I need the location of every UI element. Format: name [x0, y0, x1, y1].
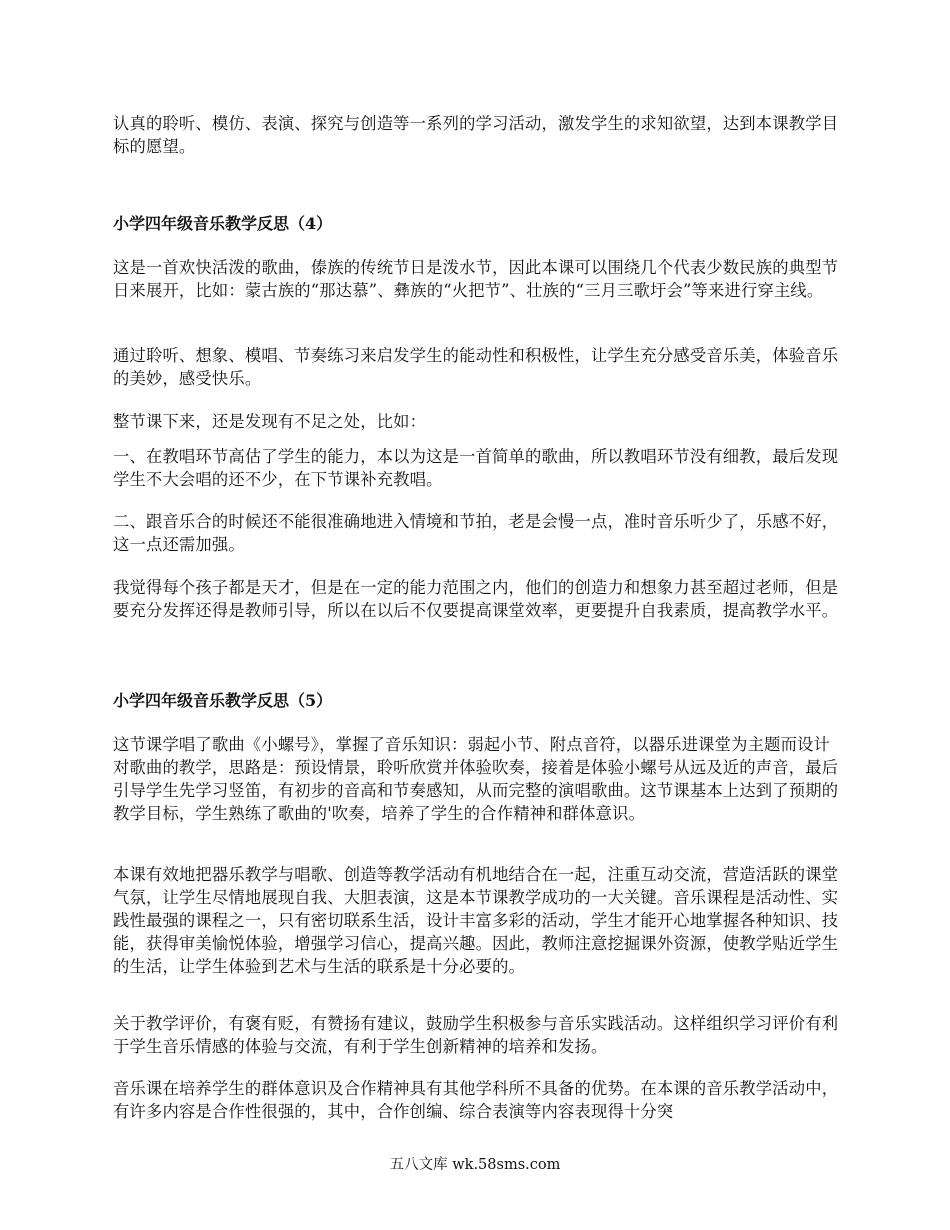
section-4-paragraph: 一、在教唱环节高估了学生的能力，本以为这是一首简单的歌曲，所以教唱环节没有细教，最后发现学生不大会唱的还不少，在下节课补充教唱。	[113, 447, 839, 489]
section-5-paragraph: 这节课学唱了歌曲《小螺号》，掌握了音乐知识：弱起小节、附点音符，以器乐进课堂为主题而设计对歌曲的教学，思路是：预设情景，聆听欣赏并体验吹奏，接着是体验小螺号从远及近的声音，最后引导学生先学习竖笛，有初步的音高和节奏感知，从而完整的演唱歌曲。这节课基本上达到了预期的教学目标，学生熟练了歌曲的'吹奏，培养了学生的合作精神和群体意识。	[113, 735, 839, 823]
section-5-paragraph: 音乐课在培养学生的群体意识及合作精神具有其他学科所不具备的优势。在本课的音乐教学活动中，有许多内容是合作性很强的，其中，合作创编、综合表演等内容表现得十分突	[113, 1079, 839, 1121]
section-4-paragraph: 二、跟音乐合的时候还不能很准确地进入情境和节拍，老是会慢一点，准时音乐听少了，乐感不好，这一点还需加强。	[113, 512, 839, 554]
footer-watermark: 五八文库 wk.58sms.com	[389, 1157, 561, 1173]
section-4-paragraph: 这是一首欢快活泼的歌曲，傣族的传统节日是泼水节，因此本课可以围绕几个代表少数民族的典型节日来展开，比如：蒙古族的“那达慕”、彝族的“火把节”、壮族的“三月三歌圩会”等来进行穿主线。	[113, 258, 839, 300]
section-4-paragraph: 整节课下来，还是发现有不足之处，比如：	[113, 412, 427, 431]
section-4-paragraph: 我觉得每个孩子都是天才，但是在一定的能力范围之内，他们的创造力和想象力甚至超过老师，但是要充分发挥还得是教师引导，所以在以后不仅要提高课堂效率，更要提升自我素质，提高教学水平。	[113, 578, 839, 620]
section-5-paragraph: 关于教学评价，有褒有贬，有赞扬有建议，鼓励学生积极参与音乐实践活动。这样组织学习评价有利于学生音乐情感的体验与交流，有利于学生创新精神的培养和发扬。	[113, 1014, 839, 1056]
intro-paragraph: 认真的聆听、模仿、表演、探究与创造等一系列的学习活动，激发学生的求知欲望，达到本课教学目标的愿望。	[113, 114, 839, 156]
section-4-heading: 小学四年级音乐教学反思（4）	[113, 214, 333, 233]
section-4-paragraph: 通过聆听、想象、模唱、节奏练习来启发学生的能动性和积极性，让学生充分感受音乐美，体验音乐的美妙，感受快乐。	[113, 346, 839, 388]
section-5-paragraph: 本课有效地把器乐教学与唱歌、创造等教学活动有机地结合在一起，注重互动交流，营造活跃的课堂气氛，让学生尽情地展现自我、大胆表演，这是本节课教学成功的一大关键。音乐课程是活动性、实践性最强的课程之一，只有密切联系生活，设计丰富多彩的活动，学生才能开心地掌握各种知识、技能，获得审美愉悦体验，增强学习信心，提高兴趣。因此，教师注意挖掘课外资源，使教学贴近学生的生活，让学生体验到艺术与生活的联系是十分必要的。	[113, 865, 839, 976]
section-5-heading: 小学四年级音乐教学反思（5）	[113, 691, 333, 710]
